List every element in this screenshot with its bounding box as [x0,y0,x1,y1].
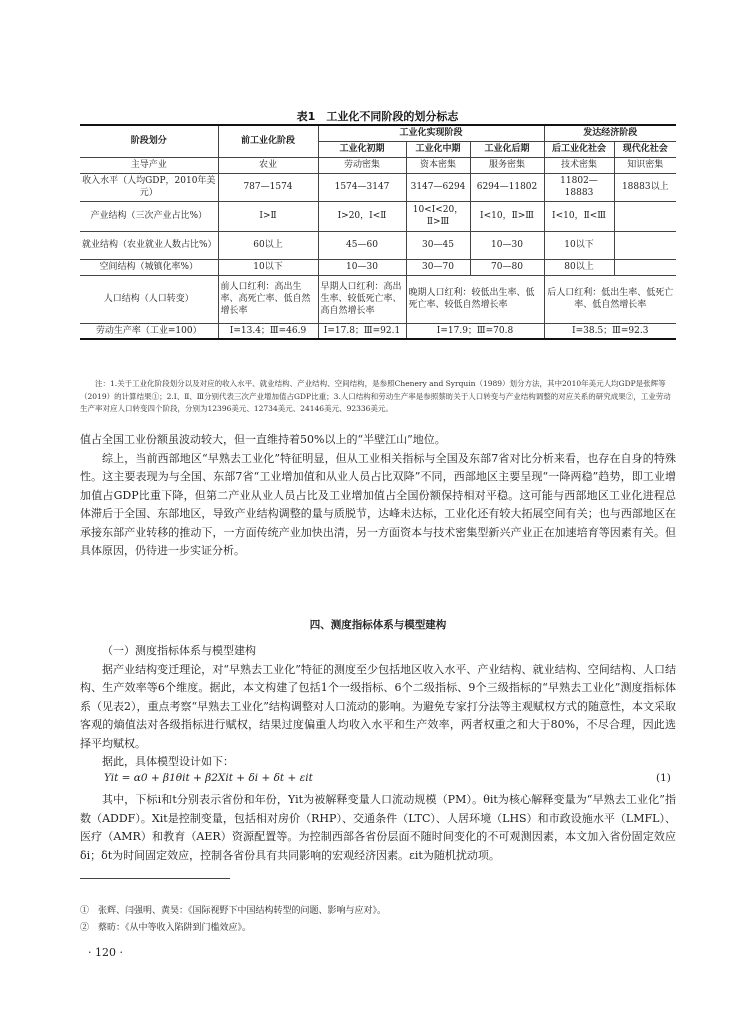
row-label: 就业结构（农业就业人数占比%） [80,231,218,259]
cell [614,201,676,231]
cell: 10<Ⅰ<20，Ⅱ>Ⅲ [406,201,470,231]
cell [614,231,676,259]
cell: 知识密集 [614,157,676,173]
table-row [80,259,676,275]
footnote-divider [80,878,230,879]
cell: 10—30 [318,259,406,275]
body-text-3 [80,791,676,865]
cell [614,259,676,275]
cell: 1574—3147 [318,173,406,201]
footnote-1: ① 张辉、闫强明、黄昊：《国际视野下中国结构转型的问题、影响与应对》。 [80,906,387,916]
paragraph: 据产业结构变迁理论，对“早熟去工业化”特征的测度至少包括地区收入水平、产业结构、就业结构、空间结构、人口结构、生产效率等6个维度。据此，本文构建了包括1个一级指标、6个二级指标、9个三级指标的“早熟去工业化”测度指标体系（见表2），重点考察“早熟去工业化”结构调整对人口流动的影响。为避免专家打分法等主观赋权方式的随意性，本文采取客观的熵值法对各级指标进行赋权，结果过度偏重人均收入水平和生产效率，两者权重之和大于80%，不尽合理，因此选择平均赋权。 [80,662,676,750]
cell: Ⅰ<10，Ⅱ<Ⅲ [544,201,614,231]
cell: Ⅰ=17.9；Ⅲ=70.8 [406,323,544,339]
cell: Ⅰ=13.4；Ⅲ=46.9 [218,323,318,339]
cell: 30—45 [406,231,470,259]
cell: 早期人口红利：高出生率、较低死亡率、高自然增长率 [318,275,406,323]
cell: 10以下 [544,231,614,259]
formula-number: (1) [656,772,671,784]
cell: 10—30 [470,231,544,259]
cell: 3147—6294 [406,173,470,201]
table-row [80,323,676,339]
row-label: 人口结构（人口转变） [80,275,218,323]
cell: 资本密集 [406,157,470,173]
cell: 服务密集 [470,157,544,173]
table-row [80,157,676,173]
footnote-2: ② 蔡昉：《从中等收入陷阱到门槛效应》。 [80,923,252,933]
cell: 11802—18883 [544,173,614,201]
table-row [80,173,676,201]
cell: 技术密集 [544,157,614,173]
cell: 70—80 [470,259,544,275]
row-label: 空间结构（城镇化率%） [80,259,218,275]
paragraph: 据此，具体模型设计如下： [102,755,234,768]
cell: Ⅰ<10，Ⅱ>Ⅲ [470,201,544,231]
body-text-1 [80,431,676,561]
cell: 农业 [218,157,318,173]
row-label: 收入水平（人均GDP，2010年美元） [80,173,218,201]
header-pre-industrial: 前工业化阶段 [218,125,318,157]
cell: Ⅰ>Ⅱ [218,201,318,231]
table-note: 注：1.关于工业化阶段划分以及对应的收入水平、就业结构、产业结构、空间结构，是参照Chenery and Syrquin（1989）划分方法，其中2010年美元人均GDP是张辉等（2019）的计算结果①；2.Ⅰ、Ⅱ、Ⅲ分别代表三次产业增加值占GDP比重；3.人口结构和劳动生产率是参照蔡昉关于人口转变与产业结构调整的对应关系的研究成果②，工业劳动生产率对应人口转变四个阶段，分别为12396美元、12734美元、24146美元、92336美元。 [80,379,671,413]
cell: 前人口红利：高出生率、高死亡率、低自然增长率 [218,275,318,323]
header-developed: 发达经济阶段 [544,125,676,141]
row-label: 产业结构（三次产业占比%） [80,201,218,231]
paragraph: 值占全国工业份额虽波动较大，但一直维持着50%以上的“半壁江山”地位。 [80,433,446,446]
cell: 晚期人口红利：较低出生率、低死亡率、较低自然增长率 [406,275,544,323]
page-number: · 120 · [88,946,123,959]
cell: 后人口红利：低出生率、低死亡率、低自然增长率 [544,275,676,323]
paragraph: 综上，当前西部地区“早熟去工业化”特征明显，但从工业相关指标与全国及东部7省对比分析来看，也存在自身的特殊性。这主要表现为与全国、东部7省“工业增加值和从业人员占比双降”不同，西部地区主要呈现“一降两稳”趋势，即工业增加值占GDP比重下降，但第二产业从业人员占比及工业增加值占全国份额保持相对平稳。这可能与西部地区工业化进程总体滞后于全国、东部地区，导致产业结构调整的量与质脱节，达峰未达标，工业化还有较大拓展空间有关；也与西部地区在承接东部产业转移的推动下，一方面传统产业加快出清，另一方面资本与技术密集型新兴产业正在加速培育等因素有关。但具体原因，仍待进一步实证分析。 [80,451,676,557]
table-row [80,201,676,231]
section-heading: 四、测度指标体系与模型建构 [309,619,447,631]
row-label: 主导产业 [80,157,218,173]
subsection-heading: （一）测度指标体系与模型建构 [102,644,256,657]
cell: 45—60 [318,231,406,259]
header-stage: 阶段划分 [80,125,218,157]
header-late: 工业化后期 [470,141,544,157]
header-post-industrial: 后工业化社会 [544,141,614,157]
table-row [80,231,676,259]
header-early: 工业化初期 [318,141,406,157]
header-mid: 工业化中期 [406,141,470,157]
model-formula: Yit = α0 + β1θit + β2Xit + δi + δt + εit [104,772,313,784]
cell: Ⅰ=17.8；Ⅲ=92.1 [318,323,406,339]
table-caption: 表1 工业化不同阶段的划分标志 [296,110,459,123]
header-modern: 现代化社会 [614,141,676,157]
cell: 18883以上 [614,173,676,201]
cell: Ⅰ=38.5；Ⅲ=92.3 [544,323,676,339]
cell: 6294—11802 [470,173,544,201]
header-industrialization: 工业化实现阶段 [318,125,544,141]
industrialization-stage-table [80,124,676,340]
cell: 30—70 [406,259,470,275]
cell: 787—1574 [218,173,318,201]
table-row [80,275,676,323]
cell: 10以下 [218,259,318,275]
row-label: 劳动生产率（工业=100） [80,323,218,339]
cell: 60以上 [218,231,318,259]
cell: Ⅰ>20，Ⅰ<Ⅱ [318,201,406,231]
cell: 80以上 [544,259,614,275]
cell: 劳动密集 [318,157,406,173]
body-text-2 [80,642,676,772]
paragraph: 其中，下标i和t分别表示省份和年份，Yit为被解释变量人口流动规模（PM）。θit为核心解释变量为“早熟去工业化”指数（ADDF）。Xit是控制变量，包括相对房价（RHP）、交通条件（LTC）、人居环境（LHS）和市政设施水平（LMFL）、医疗（AMR）和教育（AER）资源配置等。为控制西部各省份层面不随时间变化的不可观测因素，本文加入省份固定效应δi；δt为时间固定效应，控制各省份具有共同影响的宏观经济因素。εit为随机扰动项。 [80,793,676,862]
